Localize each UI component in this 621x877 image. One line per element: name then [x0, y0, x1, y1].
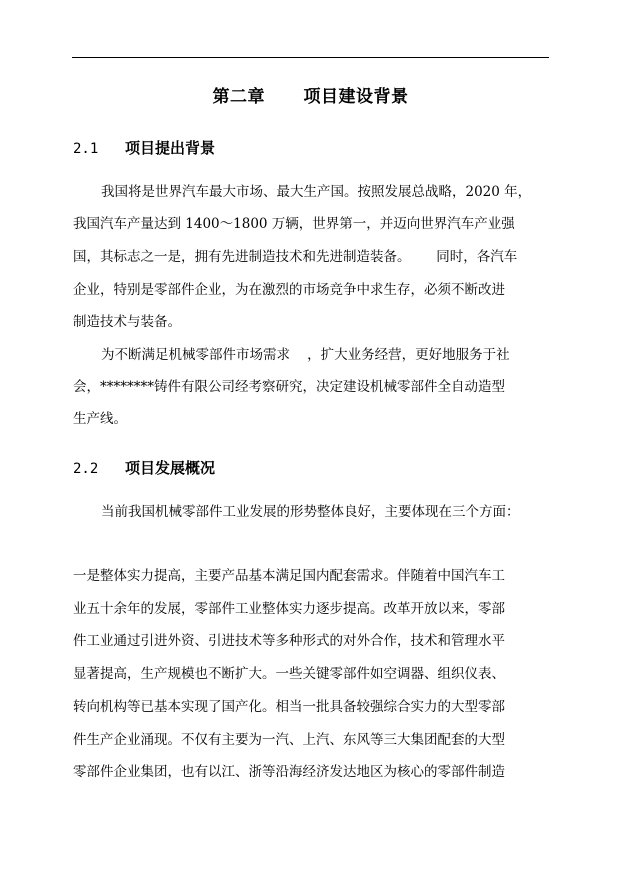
- body-line: 显著提高，生产规模也不断扩大。一些关键零部件如空调器、组织仪表、: [73, 666, 505, 682]
- section-title: 项目提出背景: [125, 139, 216, 157]
- body-line: 国，其标志之一是，拥有先进制造技术和先进制造装备。 同时，各汽车: [73, 249, 518, 265]
- body-line: 业五十余年的发展，零部件工业整体实力逐步提高。改革开放以来，零部: [73, 601, 505, 617]
- body-line: 转向机构等已基本实现了国产化。相当一批具备较强综合实力的大型零部: [73, 699, 505, 715]
- body-line: 为不断满足机械零部件市场需求 ，扩大业务经营，更好地服务于社: [101, 347, 510, 363]
- header-rule: [72, 57, 549, 58]
- body-line: 我国汽车产量达到 1400～1800 万辆，世界第一，并迈向世界汽车产业强: [73, 216, 515, 232]
- section-number: 2.1: [73, 141, 99, 157]
- body-line: 件工业通过引进外资、引进技术等多种形式的对外合作，技术和管理水平: [73, 633, 505, 649]
- body-line: 一是整体实力提高，主要产品基本满足国内配套需求。伴随着中国汽车工: [73, 568, 505, 584]
- chapter-title: 第二章 项目建设背景: [212, 87, 409, 107]
- section-title: 项目发展概况: [125, 459, 216, 477]
- body-line: 生产线。: [73, 411, 127, 427]
- body-line: 我国将是世界汽车最大市场、最大生产国。按照发展总战略，2020 年，: [101, 184, 532, 200]
- body-line: 件生产企业涌现。不仅有主要为一汽、上汽、东风等三大集团配套的大型: [73, 732, 505, 748]
- body-line: 制造技术与装备。: [73, 314, 181, 330]
- body-line: 当前我国机械零部件工业发展的形势整体良好，主要体现在三个方面：: [101, 504, 520, 520]
- section-heading-2-1: [73, 137, 215, 158]
- body-line: 会，********铸件有限公司经考察研究，决定建设机械零部件全自动造型: [73, 379, 505, 395]
- section-number: 2.2: [73, 461, 99, 477]
- body-line: 零部件企业集团，也有以江、浙等沿海经济发达地区为核心的零部件制造: [73, 764, 505, 780]
- body-line: 企业，特别是零部件企业，为在激烈的市场竞争中求生存，必须不断改进: [73, 282, 505, 298]
- section-heading-2-2: [73, 457, 215, 478]
